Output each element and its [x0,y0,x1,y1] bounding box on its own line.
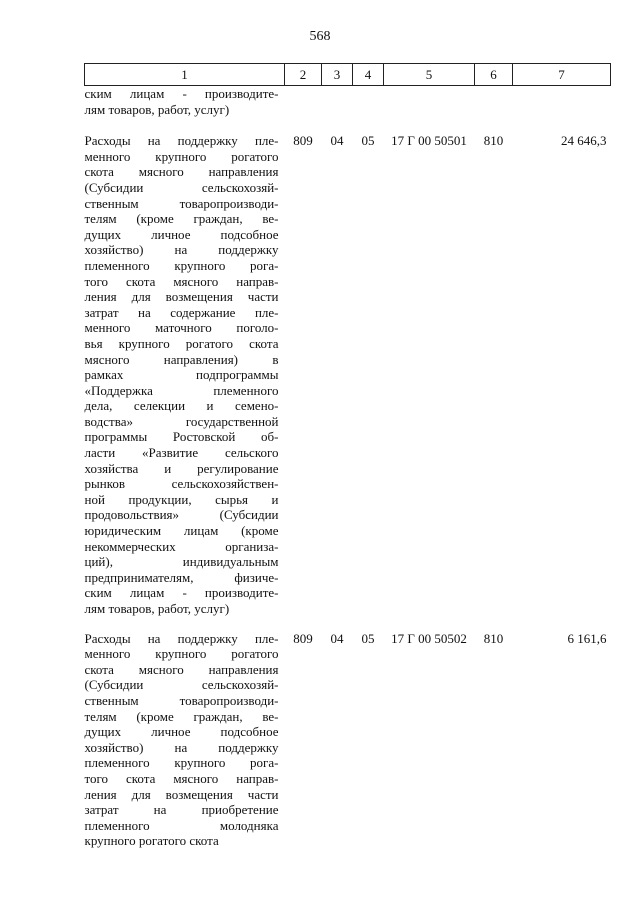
description-line: крупного рогатого скота [84,833,219,849]
description-line: ласти «Развитие сельского [84,445,279,461]
row-amount: 6 161,6 [567,630,607,646]
budget-table [84,63,611,863]
description-line: хозяйство) на поддержку [84,242,279,258]
description-line: вья крупного рогатого скота [84,335,279,351]
description-line: ления для возмещения части [84,289,279,305]
column-header-5: 5 [384,64,475,86]
description-line: лям товаров, работ, услуг) [84,601,230,616]
row-target-article: 17 Г 00 50502 [391,630,467,646]
row-description [85,133,285,630]
row-target-article: 17 Г 00 50501 [391,133,467,149]
description-line: племенного крупного рога- [84,755,279,771]
description-line: предпринимателям, физиче- [84,569,279,585]
column-header-1: 1 [85,64,285,86]
row-expense-type: 810 [483,630,504,646]
description-line: (Субсидии сельскохозяй- [84,179,279,195]
description-line: ций), индивидуальным [84,554,279,570]
column-header-7: 7 [513,64,611,86]
description-line: дущих личное подсобное [84,226,279,242]
table-header-row [85,64,611,86]
description-line: телям (кроме граждан, ве- [84,708,279,724]
description-line: скота мясного направления [84,164,279,180]
description-line: рамках подпрограммы [84,367,279,383]
page-number: 568 [309,29,331,44]
row-subsection-code: 05 [361,133,375,149]
description-line: мясного направления) в [84,351,279,367]
description-line: рынков сельскохозяйствен- [84,476,279,492]
column-header-3: 3 [322,64,353,86]
description-line: дущих личное подсобное [84,724,279,740]
description-line: Расходы на поддержку пле- [84,133,279,149]
description-line: ским лицам - производите- [84,585,279,601]
description-line: ским лицам - производите- [84,86,279,101]
description-line: программы Ростовской об- [84,429,279,445]
description-line: «Поддержка племенного [84,382,279,398]
continuation-row [85,86,611,134]
description-line: затрат на содержание пле- [84,304,279,320]
description-line: скота мясного направления [84,661,279,677]
description-line: ной продукции, сырья и [84,491,279,507]
row-section-code: 04 [330,133,344,149]
description-line: дела, селекции и семено- [84,398,279,414]
description-line: хозяйства и регулирование [84,460,279,476]
row-expense-type: 810 [483,133,504,149]
column-header-4: 4 [353,64,384,86]
description-line: некоммерческих организа- [84,538,279,554]
table-row [85,631,611,863]
description-line: того скота мясного направ- [84,273,279,289]
description-line: того скота мясного направ- [84,770,279,786]
row-subsection-code: 05 [361,630,375,646]
description-line: телям (кроме граждан, ве- [84,211,279,227]
description-line: ственным товаропроизводи- [84,195,279,211]
row-section-code: 04 [330,630,344,646]
description-line: менного маточного поголо- [84,320,279,336]
row-description [85,631,285,863]
description-line: водства» государственной [84,413,279,429]
row-ministry-code: 809 [293,630,313,646]
column-header-2: 2 [285,64,322,86]
description-line: ления для возмещения части [84,786,279,802]
description-line: менного крупного рогатого [84,646,279,662]
description-line: продовольствия» (Субсидии [84,507,279,523]
description-line: Расходы на поддержку пле- [84,630,279,646]
row-ministry-code: 809 [293,133,313,149]
description-line: племенного крупного рога- [84,257,279,273]
description-line: лям товаров, работ, услуг) [84,101,230,117]
column-header-6: 6 [475,64,513,86]
description-line: менного крупного рогатого [84,148,279,164]
row-amount: 24 646,3 [561,133,607,149]
description-line: ственным товаропроизводи- [84,692,279,708]
description-line: хозяйство) на поддержку [84,739,279,755]
description-line: юридическим лицам (кроме [84,523,279,539]
description-line: (Субсидии сельскохозяй- [84,677,279,693]
table-row [85,133,611,630]
continuation-description [85,86,285,134]
description-line: затрат на приобретение [84,802,279,818]
description-line: племенного молодняка [84,817,279,833]
